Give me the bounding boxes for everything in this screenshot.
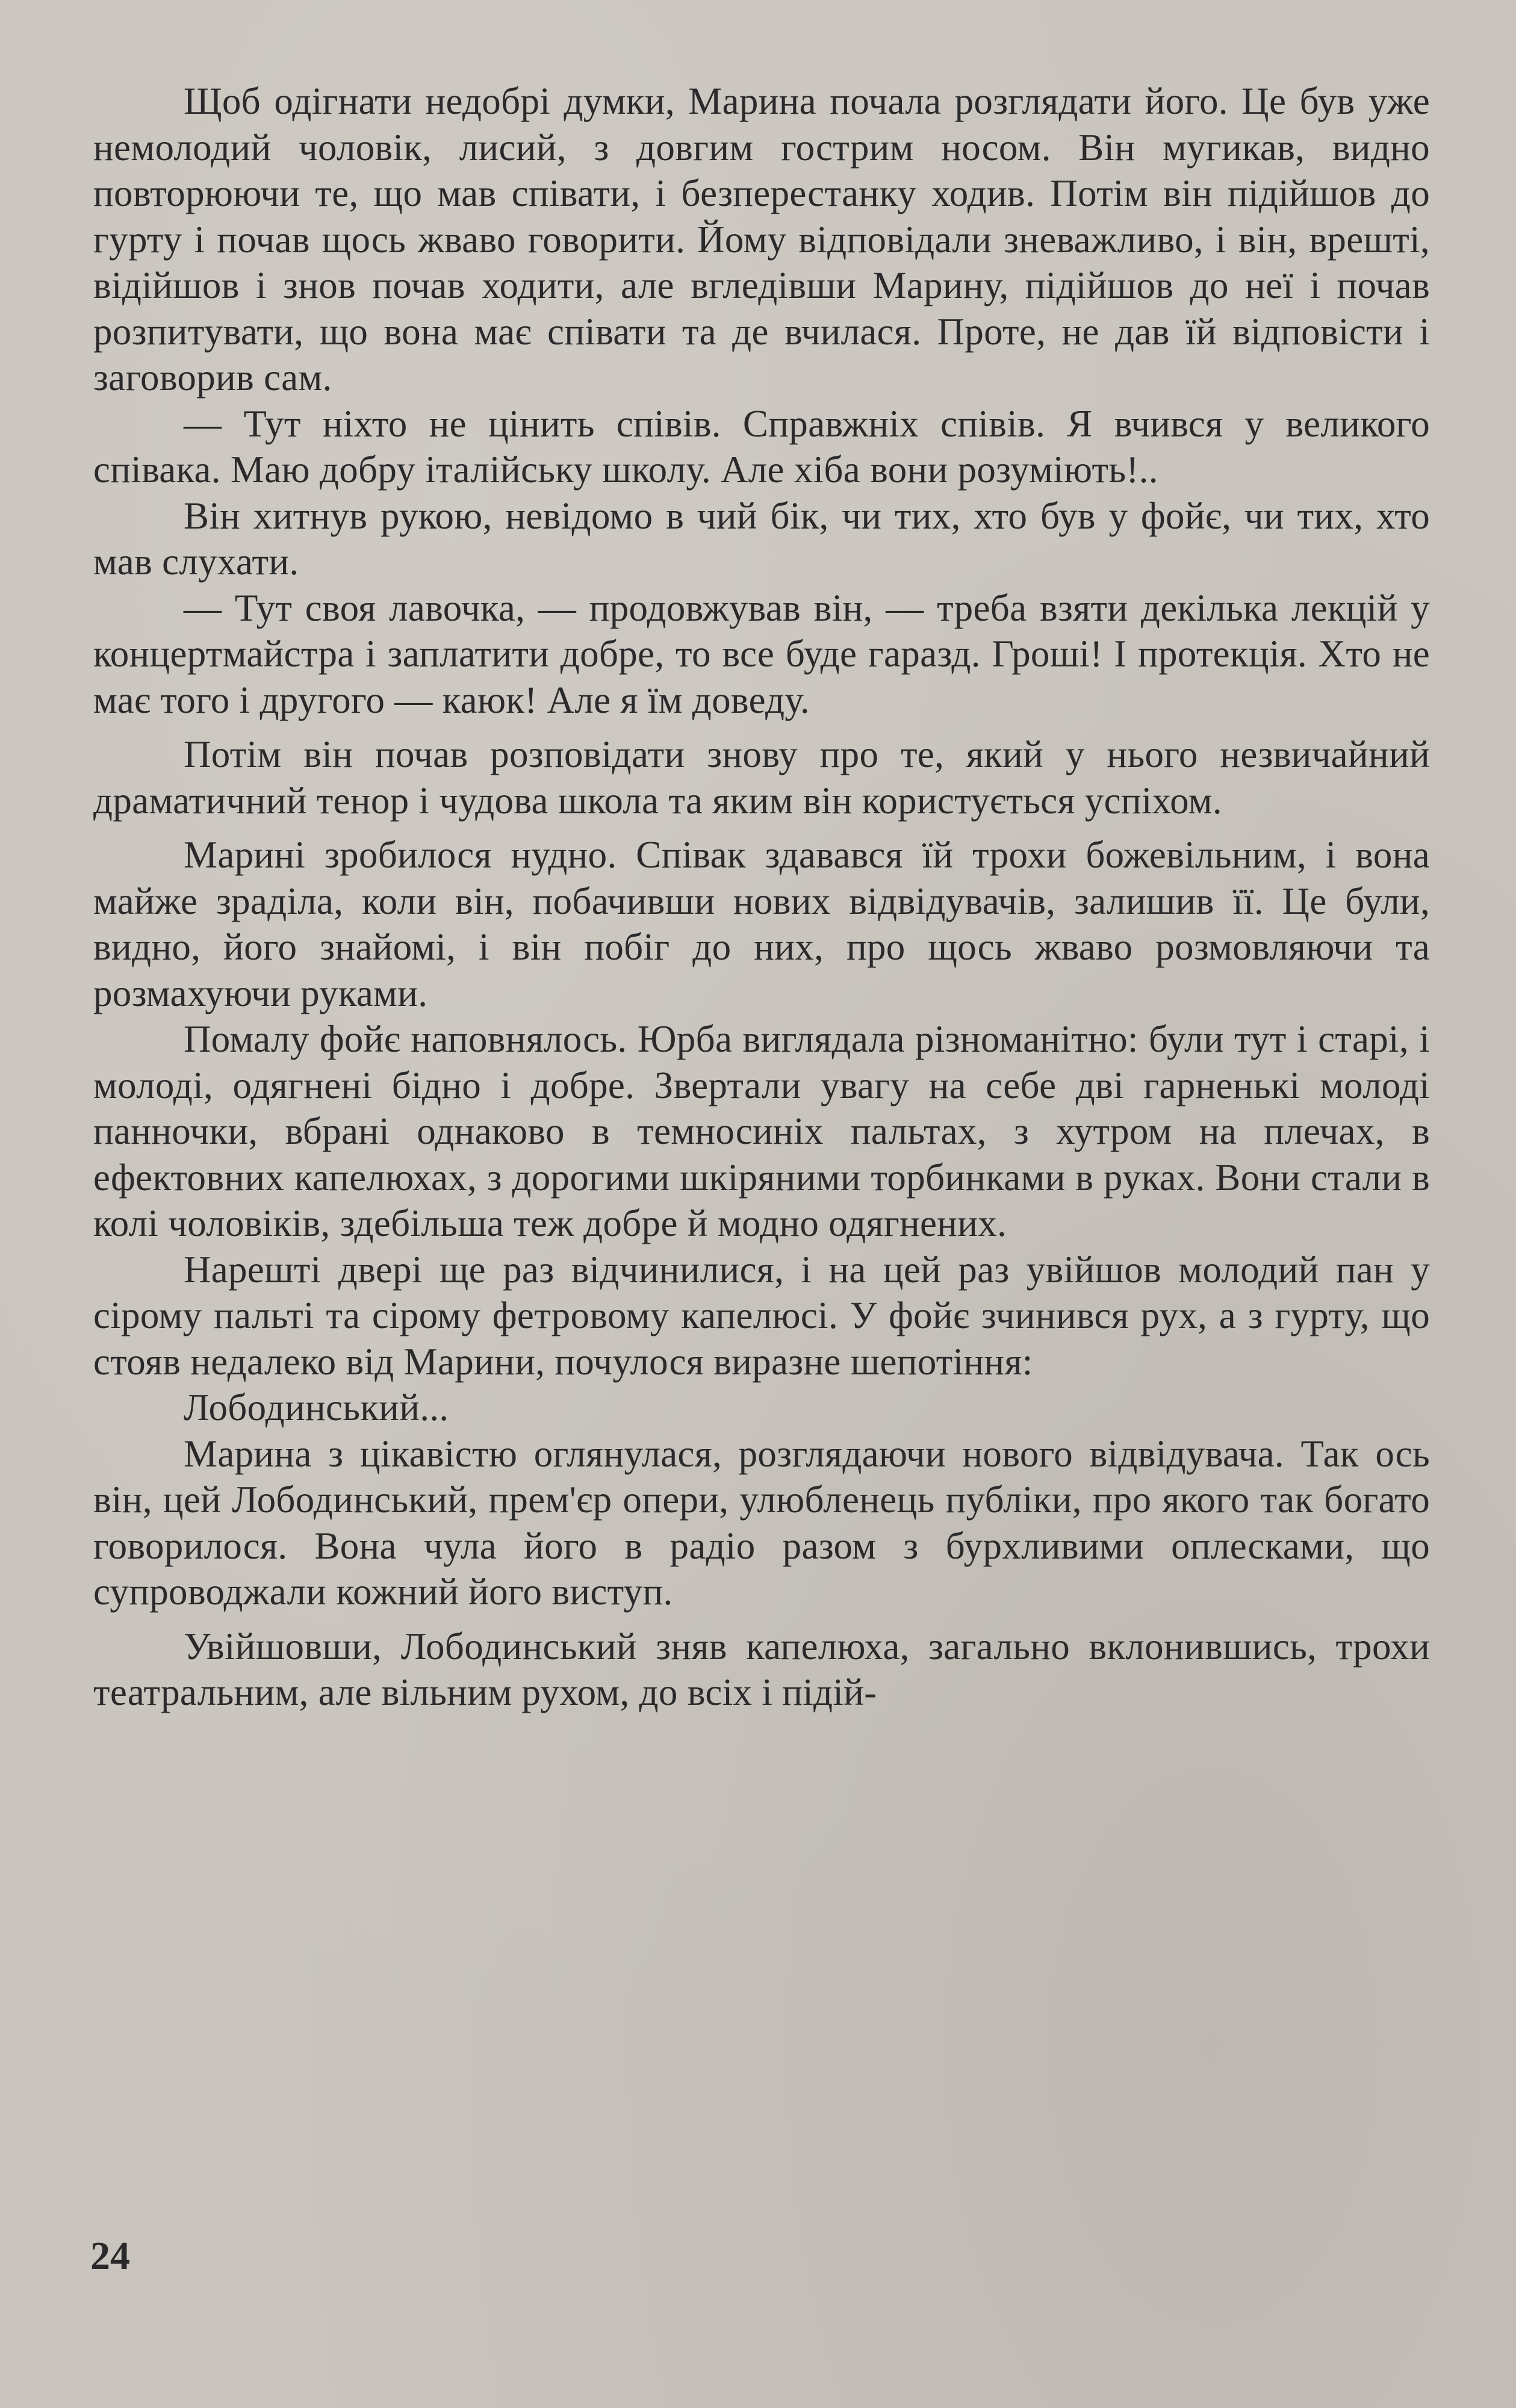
paragraph-2: — Тут ніхто не цінить співів. Справжніх співів. Я вчився у великого співака. Маю добру італійську школу. Але хіба вони розуміють!.. xyxy=(93,402,1430,491)
paragraph-10: Марина з цікавістю оглянулася, розглядаючи нового відвідувача. Так ось він, цей Лободинський, прем'єр опери, улюбленець публіки, про якого так богато говорилося. Вона чула його в радіо разом з бурхливими оплесками, що супроводжали кожний його виступ. xyxy=(93,1432,1430,1613)
page-body-text xyxy=(93,78,1430,1716)
paragraph-8: Нарешті двері ще раз відчинилися, і на цей раз увійшов молодий пан у сірому пальті та сірому фетровому капелюсі. У фойє зчинився рух, а з гурту, що стояв недалеко від Марини, почулося виразне шепотіння: xyxy=(93,1248,1430,1383)
paragraph-9: Лободинський... xyxy=(184,1386,449,1429)
paragraph-7: Помалу фойє наповнялось. Юрба виглядала різноманітно: були тут і старі, і молоді, одягнені бідно і добре. Звертали увагу на себе дві гарненькі молоді панночки, вбрані однаково в темносиніх пальтах, з хутром на плечах, в ефектовних капелюхах, з дорогими шкіряними торбинками в руках. Вони стали в колі чоловіків, здебільша теж добре й модно одягнених. xyxy=(93,1018,1430,1244)
paragraph-3: Він хитнув рукою, невідомо в чий бік, чи тих, хто був у фойє, чи тих, хто мав слухати. xyxy=(93,494,1430,583)
paragraph-11: Увійшовши, Лободинський зняв капелюха, загально вклонившись, трохи театральним, але вільним рухом, до всіх і підій- xyxy=(93,1625,1430,1713)
paragraph-1: Щоб одігнати недобрі думки, Марина почала розглядати його. Це був уже немолодий чоловік, лисий, з довгим гострим носом. Він мугикав, видно повторюючи те, що мав співати, і безперестанку ходив. Потім він підійшов до гурту і почав щось жваво говорити. Йому відповідали зневажливо, і він, врешті, відійшов і знов почав ходити, але вгледівши Марину, підійшов до неї і почав розпитувати, що вона має співати та де вчилася. Проте, не дав їй відповісти і заговорив сам. xyxy=(93,80,1430,399)
paragraph-6: Марині зробилося нудно. Співак здавався їй трохи божевільним, і вона майже зраділа, коли він, побачивши нових відвідувачів, залишив її. Це були, видно, його знайомі, і він побіг до них, про щось жваво розмовляючи та розмахуючи руками. xyxy=(93,834,1430,1014)
paragraph-4: — Тут своя лавочка, — продовжував він, — треба взяти декілька лекцій у концертмайстра і заплатити добре, то все буде гаразд. Гроші! І протекція. Хто не має того і другого — каюк! Але я їм доведу. xyxy=(93,586,1430,721)
page-number: 24 xyxy=(90,2234,130,2278)
paragraph-5: Потім він почав розповідати знову про те, який у нього незвичайний драматичний тенор і чудова школа та яким він користується успіхом. xyxy=(93,733,1430,822)
